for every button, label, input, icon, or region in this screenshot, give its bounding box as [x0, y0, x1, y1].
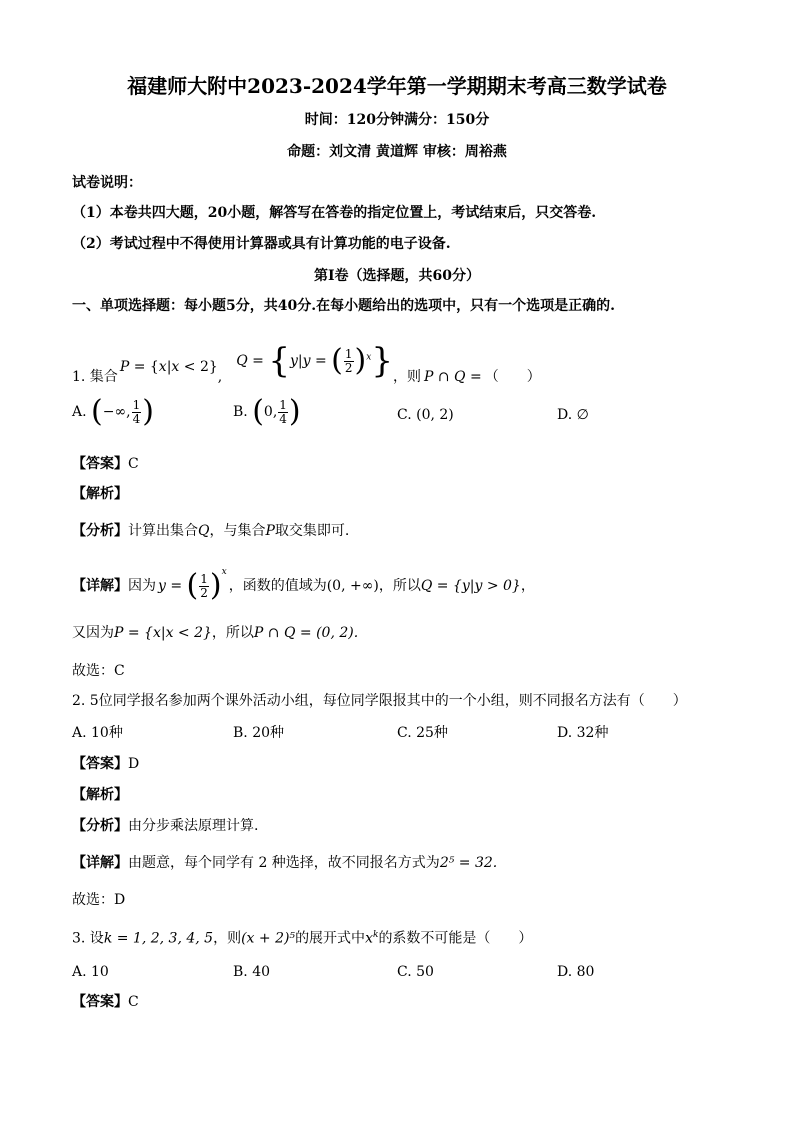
- set-p: P = {x|x < 2}: [119, 359, 218, 375]
- q3-answer: 【答案】C: [72, 994, 139, 1010]
- q2-analysis-head: 【解析】: [72, 787, 128, 803]
- question-3: 3. 设k = 1, 2, 3, 4, 5，则(x + 2)⁵的展开式中$x^k$的系数不可能是（ ）: [72, 930, 533, 947]
- question-1: 1. 集合 P = {x|x < 2} , Q = {y|y = ( $\frac{1}{2}$ )$^x$} ，则 P ∩ Q = （ ）: [72, 341, 541, 385]
- instruction-item-2: （2）考试过程中不得使用计算器或具有计算功能的电子设备.: [72, 236, 451, 252]
- time-score: 时间：120分钟满分：150分: [304, 112, 490, 128]
- q2-detail: 【详解】由题意，每个同学有 2 种选择，故不同报名方式为2⁵ = 32.: [72, 855, 498, 871]
- instructions-heading: 试卷说明：: [72, 175, 142, 191]
- q1-detail: 【详解】 因为 y = ( $\frac{1}{2}$ )$^x$ ，函数的值域为 (0, +∞) ，所以 Q = {y|y > 0} ，: [72, 567, 535, 603]
- q1-answer: 【答案】C: [72, 456, 139, 472]
- q1-paren: （ ）: [484, 369, 541, 385]
- q2-option-d: D. 32种: [557, 725, 609, 741]
- section1-heading: 一、单项选择题：每小题5分，共40分.在每小题给出的选项中，只有一个选项是正确的.: [72, 298, 615, 314]
- q1-choose: 故选：C: [72, 663, 125, 679]
- p-cap-q: P ∩ Q =: [423, 369, 482, 385]
- q2-option-a: A. 10种: [72, 725, 123, 741]
- q3-option-c: C. 50: [397, 964, 434, 980]
- question-2: 2. 5位同学报名参加两个课外活动小组，每位同学限报其中的一个小组，则不同报名方法有（ ）: [72, 693, 687, 709]
- q2-analysis: 【分析】由分步乘法原理计算.: [72, 818, 259, 834]
- authors: 命题：刘文清 黄道辉 审核：周裕燕: [287, 144, 507, 160]
- part1-heading: 第Ⅰ卷（选择题，共60分）: [313, 268, 481, 284]
- q3-option-a: A. 10: [72, 964, 109, 980]
- q1-prefix: 1. 集合: [72, 369, 118, 385]
- instruction-item-1: （1）本卷共四大题，20小题，解答写在答卷的指定位置上，考试结束后，只交答卷.: [72, 205, 597, 221]
- q1-option-b: B. (0, $\frac{1}{4}$ ): [233, 394, 301, 429]
- q2-choose: 故选：D: [72, 892, 126, 908]
- exam-title: 福建师大附中2023-2024学年第一学期期末考高三数学试卷: [127, 74, 667, 98]
- q2-option-c: C. 25种: [397, 725, 448, 741]
- q1-then: ，则: [392, 369, 421, 385]
- q2-answer: 【答案】D: [72, 756, 140, 772]
- q1-option-d: D. ∅: [557, 407, 589, 423]
- q1-analysis-head: 【解析】: [72, 486, 128, 502]
- set-q: Q = {y|y = ( $\frac{1}{2}$ )$^x$}: [236, 341, 393, 381]
- q1-analysis: 【分析】计算出集合Q，与集合P取交集即可.: [72, 523, 350, 539]
- q1-option-c: C. (0, 2): [397, 407, 454, 423]
- q3-option-d: D. 80: [557, 964, 595, 980]
- q3-option-b: B. 40: [233, 964, 271, 980]
- q1-detail-2: 又因为P = {x|x < 2}，所以P ∩ Q = (0, 2).: [72, 625, 359, 641]
- q1-option-a: A. (−∞, $\frac{1}{4}$ ): [72, 394, 154, 429]
- q2-option-b: B. 20种: [233, 725, 285, 741]
